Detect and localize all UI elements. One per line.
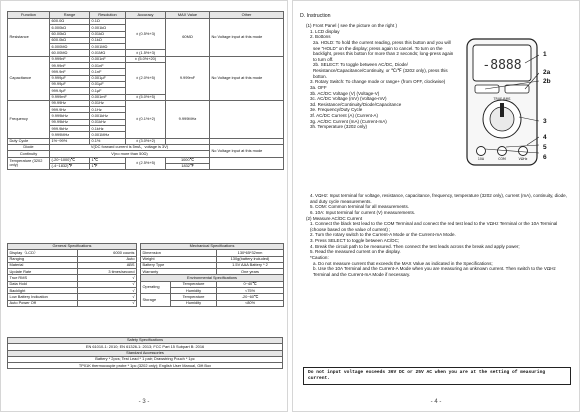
spec-value: <80%: [217, 300, 284, 306]
spec-header-row: [8, 12, 284, 19]
range-cell: (-20~1000)℃: [50, 157, 90, 163]
resolution-cell: 0.1kHz: [90, 126, 126, 132]
terminal-10a-label: 10A: [477, 157, 485, 161]
resolution-cell: 1℃: [90, 157, 126, 163]
range-cell: 999.9kHz: [50, 126, 90, 132]
safety-text: EN 61010-1: 2010; EN 61326-1: 2013; FCC Part 15 Subpart B: 2016: [8, 344, 283, 350]
range-cell: 9.999mF: [50, 94, 90, 100]
left-page: [0, 0, 288, 412]
item-3b: 3b. AC/DC Voltage (V) (Voltage-V): [310, 90, 380, 96]
accuracy-cell: ± (1.5%+3): [126, 50, 166, 56]
item-2: 2. Bottons: [310, 34, 331, 40]
range-cell: 60.00MΩ: [50, 50, 90, 56]
general-spec-title: General Specifications: [8, 244, 137, 250]
callout-1: 1: [543, 51, 547, 58]
header-other: Other: [210, 12, 284, 19]
resolution-cell: 0.01μF: [90, 81, 126, 87]
accessories-title: Standard Accessories: [8, 350, 283, 356]
item-2b: 2b. SELECT: To toggle between AC/DC, Diode/ Resistance/Capacitance/Continuity, or ℃/℉ (3202 only), press this botton.: [313, 62, 448, 79]
safety-title: Safety Specifications: [8, 338, 283, 344]
spec-value: <75%: [217, 288, 284, 294]
header-accuracy: Accuracy: [126, 12, 166, 19]
other-cell: No Voltage input at this mode: [210, 144, 284, 157]
mechanical-spec-title: Mechanical Specifications: [141, 244, 284, 250]
item-6: 6. 10A: Input terminal for current (V) measurements.: [310, 209, 416, 215]
resolution-cell: 0.001MΩ: [90, 44, 126, 50]
range-cell: 1%~99%: [50, 138, 90, 144]
header-resolution: Resolution: [90, 12, 126, 19]
measure-heading: (2) Measure AC/DC Current: [306, 215, 363, 221]
callout-6: 6: [543, 154, 547, 161]
range-cell: 9.999kHz: [50, 113, 90, 119]
header-range: Range: [50, 12, 90, 19]
range-cell: 9.999MHz: [50, 132, 90, 138]
range-cell: 99.99μF: [50, 81, 90, 87]
callout-2b: 2b: [543, 78, 551, 85]
spec-label: Humidity: [171, 288, 217, 294]
spec-value: 130g(battery included): [217, 256, 284, 262]
range-cell: 6.000kΩ: [50, 25, 90, 31]
spec-table: [7, 11, 284, 170]
range-cell: 600.0kΩ: [50, 37, 90, 43]
warning-box: Do not input voltage exceeds 36V DC or 25V AC when you are at the setting of measuring current.: [303, 367, 571, 385]
multimeter-illustration: [465, 37, 539, 167]
range-cell: 9.999μF: [50, 75, 90, 81]
accuracy-cell: ± (5.0%+5): [126, 94, 166, 100]
page-number: - 3 -: [138, 399, 150, 405]
spec-label: Temperature: [171, 281, 217, 287]
resolution-cell: 0.001kΩ: [90, 25, 126, 31]
step-2: 2. Turn the rotary switch to the Current-A Mode or the Current-mA Mode.: [310, 232, 456, 238]
other-cell: No Voltage input at this mode: [210, 19, 284, 57]
spec-value: ABS: [78, 262, 137, 268]
range-cell: 60.00kΩ: [50, 31, 90, 37]
operating-label: Operating: [141, 281, 171, 294]
range-cell: 99.99Hz: [50, 100, 90, 106]
step-3: 3. Press SELECT to toggle between AC/DC;: [310, 238, 400, 243]
spec-label: Weight: [141, 256, 217, 262]
item-2a: 2a. HOLD: To hold the current reading, press this button and you will see "HOLD" on the display; press again to cancel. To turn on the backlight, press this botton for more than 2 seconds; long-press again to turn off.: [313, 39, 454, 62]
item-1: 1. LCD display: [310, 28, 340, 34]
resolution-cell: 0.001mF: [90, 94, 126, 100]
spec-label: Data Hold: [8, 281, 78, 287]
range-cell: 999.9μF: [50, 88, 90, 94]
resolution-cell: 0.001kHz: [90, 113, 126, 119]
accuracy-cell: ± (0.1%+2): [126, 100, 166, 138]
check-mark: √: [78, 294, 137, 300]
function-resistance: Resistance: [8, 19, 50, 57]
check-mark: √: [78, 281, 137, 287]
item-3d: 3d. Resistance/Continuity/Diode/Capacitance: [310, 101, 402, 107]
header-function: Function: [8, 12, 50, 19]
front-panel-text: [300, 23, 456, 130]
table-row: [8, 300, 137, 306]
resolution-cell: 0.1%: [90, 138, 126, 144]
resolution-cell: 0.01Hz: [90, 100, 126, 106]
accuracy-cell: ± (5.0%+20): [126, 56, 166, 62]
spec-value: 130*65*32mm: [217, 250, 284, 256]
safety-table: [7, 337, 283, 369]
spec-value: 6000 counts: [78, 250, 137, 256]
spec-label: Warranty: [141, 269, 217, 275]
resolution-cell: 0.01kHz: [90, 119, 126, 125]
other-cell: [210, 100, 284, 138]
multimeter-drawing: [465, 37, 539, 167]
front-panel-heading: (1) Front Panel ( see the picture on the right ): [306, 23, 397, 28]
check-mark: √: [78, 300, 137, 306]
other-cell: [210, 157, 284, 170]
resolution-cell: 0.01nF: [90, 63, 126, 69]
brand-label: TRUE RMS: [493, 97, 511, 101]
section-title: D. Instruction: [300, 13, 331, 19]
resolution-cell: 1℉: [90, 163, 126, 169]
resolution-cell: 0.001μF: [90, 75, 126, 81]
callout-4: 4: [543, 134, 547, 141]
terminals-text: [300, 193, 574, 277]
caution-label: *Caution:: [310, 254, 329, 260]
environmental-spec-title: Environmental Specifications: [141, 275, 284, 281]
continuity-spec: V(no more than 50Ω): [50, 151, 210, 157]
check-mark: √: [78, 288, 137, 294]
resolution-cell: 0.1Ω: [90, 19, 126, 25]
max-cell: 9.999MHz: [166, 100, 210, 138]
item-4: 4. VΩHz: Input terminal for voltage, resistance, capacitance, frequency, temperature (3202 only), current (mA), continuity, diode, and duty cycle measurements.: [310, 193, 567, 204]
range-cell: 600.0Ω: [50, 19, 90, 25]
spec-label: Ranging: [8, 256, 78, 262]
range-cell: 9.999nF: [50, 56, 90, 62]
accessories-line-1: Battery * 2pcs; Test Lead * 1 pair; Drawstring Pouch * 1pc: [8, 356, 283, 362]
step-1: 1. Connect the black test lead to the COM Terminal and connect the red test lead to the VΩHz Terminal or the 10A Terminal (choose based on the value of current) ;: [310, 221, 558, 232]
spec-label: Backlight: [8, 288, 78, 294]
callout-3: 3: [543, 118, 547, 125]
spec-label: Temperature: [171, 294, 217, 300]
spec-label: Display（LCD）: [8, 250, 78, 256]
spec-value: One years: [217, 269, 284, 275]
item-3a: 3a. OFF: [310, 84, 327, 90]
spec-label: Update Rate: [8, 269, 78, 275]
terminal-vohz-label: VΩHz: [518, 157, 528, 161]
other-cell: No Voltage input at this mode: [210, 56, 284, 100]
function-frequency: Frequency: [8, 100, 50, 138]
function-diode: Diode: [8, 144, 50, 150]
spec-value: 0~40℃: [217, 281, 284, 287]
step-5: 5. Read the measured current on the display.: [310, 249, 401, 255]
resolution-cell: 0.1μF: [90, 88, 126, 94]
resolution-cell: 0.1nF: [90, 69, 126, 75]
accuracy-cell: ± (2.0%+5): [126, 63, 166, 94]
callout-2a: 2a: [543, 69, 551, 76]
resolution-cell: 0.01MΩ: [90, 50, 126, 56]
resolution-cell: 0.01kΩ: [90, 31, 126, 37]
item-3h: 3h. Temperature (3202 only): [310, 124, 368, 130]
lcd-digits: -8888: [482, 58, 522, 73]
function-duty-cycle: Duty Cycle: [8, 138, 50, 144]
max-cell: 1832℉: [166, 163, 210, 169]
function-capacitance: Capacitance: [8, 56, 50, 100]
spec-value: Auto: [78, 256, 137, 262]
caution-b: b. Use the 10A Terminal and the Current-A Mode when you are measuring an unknown current. Then switch to the VΩHz Terminal and the Current-mA Mode if necessary.: [313, 266, 556, 277]
header-max: MAX Value: [166, 12, 210, 19]
item-3c: 3c. AC/DC Voltage (mV) (Voltage-mV): [310, 96, 387, 102]
item-3f: 3f. AC/DC Current (A) (Current-A): [310, 113, 378, 118]
spec-value: 3 times/second: [78, 269, 137, 275]
item-3: 3. Rotary Switch: To change mode or range+ (from OFF, clockwise): [310, 79, 446, 85]
accessories-line-2: TP01K thermocouple probe * 1pc (3202 only); English User Manual, Gift Box: [8, 363, 283, 369]
accuracy-cell: ± (0.5%+3): [126, 19, 166, 50]
resolution-cell: 0.001MHz: [90, 132, 126, 138]
accuracy-cell: ± (2.5%+5): [126, 157, 166, 170]
range-cell: (-4~1832)℉: [50, 163, 90, 169]
right-page: [292, 0, 580, 412]
spec-label: Humidity: [171, 300, 217, 306]
general-spec-table: [7, 243, 137, 307]
range-cell: 99.99nF: [50, 63, 90, 69]
spec-value: 1.5V AAA Battery * 2: [217, 262, 284, 268]
spec-label: Material: [8, 262, 78, 268]
spec-label: Dimension: [141, 250, 217, 256]
step-4: 4. Break the circuit path to be measured. Then connect the test leads across the break and apply power;: [310, 243, 520, 249]
storage-label: Storage: [141, 294, 171, 307]
range-cell: 999.9Hz: [50, 107, 90, 113]
function-temperature: Temperature (3202 only): [8, 157, 50, 170]
resolution-cell: 0.001nF: [90, 56, 126, 62]
resolution-cell: 0.1kΩ: [90, 37, 126, 43]
range-cell: 6.000MΩ: [50, 44, 90, 50]
diode-spec: V(DC forward current is 5mA，voltage is 3V): [50, 144, 210, 150]
function-continuity: Continuity: [8, 151, 50, 157]
caution-a: a. Do not measure current that exceeds the MAX Value as indicated in the Specifications;: [313, 260, 493, 266]
item-3e: 3e. Frequency/Duty Cycle: [310, 107, 363, 113]
item-5: 5. COM: Common terminal for all measurements.: [310, 204, 410, 210]
accuracy-cell: ± (3.0%+2): [126, 138, 166, 144]
item-3g: 3g. AC/DC Current (mA) (Current-mA): [310, 118, 387, 124]
check-mark: √: [78, 275, 137, 281]
mechanical-spec-table: [140, 243, 284, 307]
spec-label: True RMS: [8, 275, 78, 281]
max-cell: 60MΩ: [166, 19, 210, 57]
max-cell: 1000℃: [166, 157, 210, 163]
callout-5: 5: [543, 144, 547, 151]
spec-label: Low Battery Indication: [8, 294, 78, 300]
range-cell: 99.99kHz: [50, 119, 90, 125]
page-number: - 4 -: [430, 399, 442, 405]
max-cell: 9.999mF: [166, 56, 210, 100]
range-cell: 999.9nF: [50, 69, 90, 75]
spec-value: -20~60℃: [217, 294, 284, 300]
spec-label: Battery Type: [141, 262, 217, 268]
spec-label: Auto Power Off: [8, 300, 78, 306]
terminal-com-label: COM: [498, 157, 506, 161]
resolution-cell: 0.1Hz: [90, 107, 126, 113]
